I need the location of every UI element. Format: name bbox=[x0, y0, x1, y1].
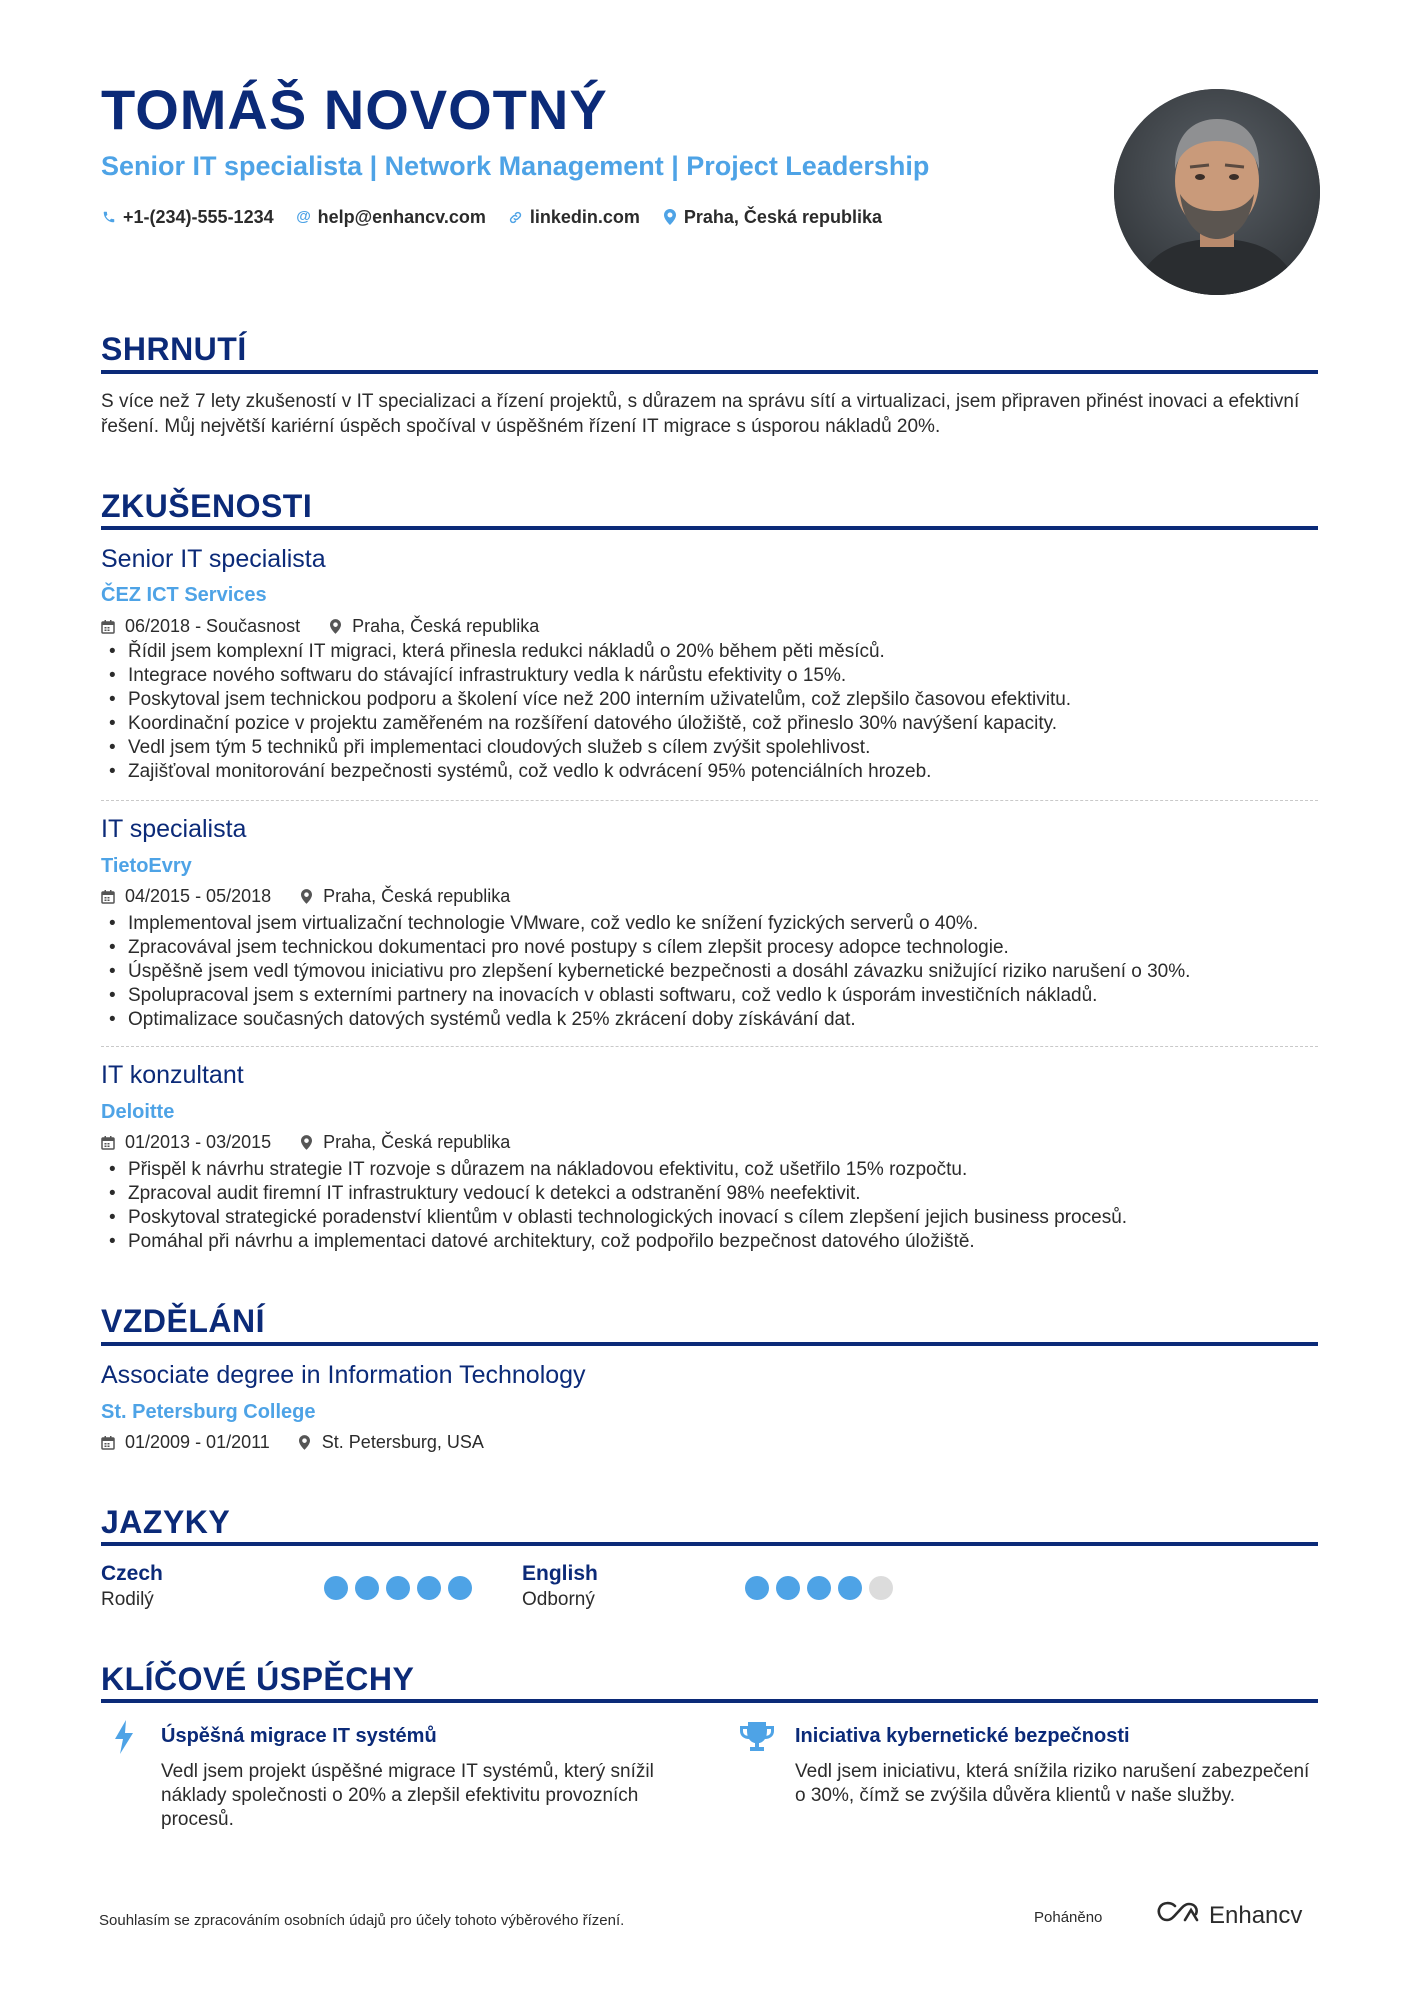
school-name: St. Petersburg College bbox=[101, 1401, 316, 1423]
job-dates bbox=[101, 615, 300, 637]
location-text: Praha, Česká republika bbox=[323, 886, 511, 906]
section-title-experience: ZKUŠENOSTI bbox=[101, 488, 313, 524]
dates-text: 01/2013 - 03/2015 bbox=[125, 1132, 272, 1152]
location-pin-icon bbox=[299, 889, 313, 904]
rating-dot bbox=[776, 1576, 800, 1600]
location-pin-icon bbox=[299, 1135, 313, 1150]
profile-photo bbox=[1114, 89, 1320, 295]
section-title-languages: JAZYKY bbox=[101, 1504, 231, 1540]
list-item: • Zajišťoval monitorování bezpečnosti systémů, což vedlo k odvrácení 95% potenciálních hrozeb. bbox=[101, 760, 1318, 784]
list-item: • Koordinační pozice v projektu zaměřeném na rozšíření datového úložiště, což přineslo 30% navýšení kapacity. bbox=[101, 712, 1318, 736]
list-item: • Spolupracoval jsem s externími partnery na inovacích v oblasti softwaru, což vedlo k úsporám investičních nákladů. bbox=[101, 984, 1318, 1008]
section-divider bbox=[101, 370, 1318, 374]
language-level: Odborný bbox=[522, 1589, 595, 1610]
achievement-title: Iniciativa kybernetické bezpečnosti bbox=[795, 1725, 1130, 1747]
dates-text: 04/2015 - 05/2018 bbox=[125, 886, 272, 906]
job-meta bbox=[101, 885, 510, 907]
powered-by-label: Poháněno bbox=[1034, 1909, 1103, 1926]
calendar-icon bbox=[101, 1135, 115, 1150]
location-text: Praha, Česká republika bbox=[352, 616, 540, 636]
email-text: help@enhancv.com bbox=[317, 207, 486, 227]
list-item: • Integrace nového softwaru do stávající infrastruktury vedla k nárůstu efektivity o 15%. bbox=[101, 664, 1318, 688]
entry-separator bbox=[101, 1046, 1318, 1047]
rating-dot bbox=[386, 1576, 410, 1600]
section-title-summary: SHRNUTÍ bbox=[101, 331, 247, 367]
contact-bar bbox=[101, 205, 882, 229]
contact-email[interactable] bbox=[296, 205, 486, 229]
linkedin-text: linkedin.com bbox=[529, 207, 640, 227]
language-level: Rodilý bbox=[101, 1589, 154, 1610]
location-pin-icon bbox=[298, 1435, 312, 1450]
rating-dot bbox=[807, 1576, 831, 1600]
job-location bbox=[328, 615, 539, 637]
calendar-icon bbox=[101, 889, 115, 904]
achievement-text: Vedl jsem projekt úspěšné migrace IT systémů, který snížil náklady společnosti o 20% a zlepšil efektivitu provozních procesů. bbox=[161, 1761, 654, 1830]
degree-title: Associate degree in Information Technology bbox=[101, 1361, 586, 1389]
list-item: • Vedl jsem tým 5 techniků při implementaci cloudových služeb s cílem zvýšit spolehlivost. bbox=[101, 736, 1318, 760]
section-title-achievements: KLÍČOVÉ ÚSPĚCHY bbox=[101, 1661, 415, 1697]
list-item: • Poskytoval strategické poradenství klientům v oblasti technologických inovací s cílem zlepšení jejich business procesů. bbox=[101, 1206, 1318, 1230]
job-meta bbox=[101, 615, 539, 637]
language-rating bbox=[745, 1576, 893, 1600]
rating-dot bbox=[417, 1576, 441, 1600]
job-dates bbox=[101, 885, 271, 907]
list-item: • Optimalizace současných datových systémů vedla k 25% zkrácení doby získávání dat. bbox=[101, 1008, 1318, 1032]
summary-text: S více než 7 lety zkušeností v IT specializaci a řízení projektů, s důrazem na správu sítí a virtualizaci, jsem připraven přinést inovaci a efektivní řešení. Můj největší kariérní úspěch spočíval v úspěšném řízení IT migrace s úsporou nákladů 20%. bbox=[101, 391, 1300, 437]
list-item: • Pomáhal při návrhu a implementaci datové architektury, což podpořilo bezpečnost datového úložiště. bbox=[101, 1230, 1318, 1254]
job-location bbox=[299, 1131, 510, 1153]
phone-text: +1-(234)-555-1234 bbox=[123, 207, 274, 227]
enhancv-logo[interactable] bbox=[1155, 1900, 1302, 1931]
job-bullets bbox=[101, 640, 1318, 784]
job-title: Senior IT specialista bbox=[101, 545, 326, 573]
section-divider bbox=[101, 526, 1318, 530]
job-title: IT konzultant bbox=[101, 1061, 244, 1089]
location-text: St. Petersburg, USA bbox=[321, 1432, 484, 1452]
list-item: • Přispěl k návrhu strategie IT rozvoje s důrazem na nákladovou efektivitu, což ušetřilo 15% rozpočtu. bbox=[101, 1158, 1318, 1182]
location-text: Praha, Česká republika bbox=[323, 1132, 511, 1152]
rating-dot bbox=[355, 1576, 379, 1600]
section-divider bbox=[101, 1542, 1318, 1546]
job-title: IT specialista bbox=[101, 815, 247, 843]
location-text: Praha, Česká republika bbox=[683, 207, 883, 227]
job-dates bbox=[101, 1131, 271, 1153]
achievement-text: Vedl jsem iniciativu, která snížila riziko narušení zabezpečení o 30%, čímž se zvýšila důvěra klientů v naše služby. bbox=[795, 1761, 1310, 1806]
education-dates bbox=[101, 1431, 270, 1453]
list-item: • Implementoval jsem virtualizační technologie VMware, což vedlo ke snížení fyzických serverů o 40%. bbox=[101, 912, 1318, 936]
language-name: Czech bbox=[101, 1562, 163, 1585]
section-divider bbox=[101, 1342, 1318, 1346]
achievement-title: Úspěšná migrace IT systémů bbox=[161, 1725, 437, 1747]
rating-dot bbox=[745, 1576, 769, 1600]
at-icon: @ bbox=[296, 208, 311, 225]
trophy-icon bbox=[739, 1722, 775, 1757]
language-rating bbox=[324, 1576, 472, 1600]
brand-name: Enhancv bbox=[1209, 1901, 1303, 1929]
contact-linkedin[interactable] bbox=[508, 205, 640, 229]
location-pin-icon bbox=[328, 619, 342, 634]
lightning-icon bbox=[113, 1720, 135, 1759]
job-meta bbox=[101, 1131, 510, 1153]
candidate-name: TOMÁŠ NOVOTNÝ bbox=[101, 78, 608, 141]
calendar-icon bbox=[101, 619, 115, 634]
section-divider bbox=[101, 1699, 1318, 1703]
list-item: • Úspěšně jsem vedl týmovou iniciativu pro zlepšení kybernetické bezpečnosti a dosáhl závazku snižující riziko narušení o 30%. bbox=[101, 960, 1318, 984]
contact-phone[interactable] bbox=[101, 205, 274, 229]
list-item: • Řídil jsem komplexní IT migraci, která přinesla redukci nákladů o 20% během pěti měsíců. bbox=[101, 640, 1318, 664]
candidate-headline: Senior IT specialista | Network Management | Project Leadership bbox=[101, 151, 930, 181]
language-name: English bbox=[522, 1562, 598, 1585]
list-item: • Poskytoval jsem technickou podporu a školení více než 200 interním uživatelům, což zlepšilo časovou efektivitu. bbox=[101, 688, 1318, 712]
contact-location bbox=[662, 205, 882, 229]
company-name: ČEZ ICT Services bbox=[101, 584, 267, 606]
job-location bbox=[299, 885, 510, 907]
link-icon bbox=[508, 210, 524, 225]
dates-text: 06/2018 - Současnost bbox=[125, 616, 301, 636]
phone-icon bbox=[101, 210, 117, 224]
company-name: Deloitte bbox=[101, 1101, 175, 1123]
location-pin-icon bbox=[662, 209, 678, 225]
rating-dot bbox=[838, 1576, 862, 1600]
dates-text: 01/2009 - 01/2011 bbox=[125, 1432, 270, 1452]
job-bullets bbox=[101, 1158, 1318, 1254]
section-title-education: VZDĚLÁNÍ bbox=[101, 1303, 265, 1339]
rating-dot bbox=[324, 1576, 348, 1600]
job-bullets bbox=[101, 912, 1318, 1032]
enhancv-mark-icon bbox=[1155, 1900, 1201, 1931]
entry-separator bbox=[101, 800, 1318, 801]
education-location bbox=[298, 1431, 484, 1453]
calendar-icon bbox=[101, 1435, 115, 1450]
list-item: • Zpracovával jsem technickou dokumentaci pro nové postupy s cílem zlepšit procesy adopce technologie. bbox=[101, 936, 1318, 960]
rating-dot bbox=[869, 1576, 893, 1600]
consent-note: Souhlasím se zpracováním osobních údajů pro účely tohoto výběrového řízení. bbox=[99, 1912, 625, 1929]
education-meta bbox=[101, 1431, 484, 1453]
list-item: • Zpracoval audit firemní IT infrastruktury vedoucí k detekci a odstranění 98% neefektivit. bbox=[101, 1182, 1318, 1206]
rating-dot bbox=[448, 1576, 472, 1600]
company-name: TietoEvry bbox=[101, 855, 192, 877]
